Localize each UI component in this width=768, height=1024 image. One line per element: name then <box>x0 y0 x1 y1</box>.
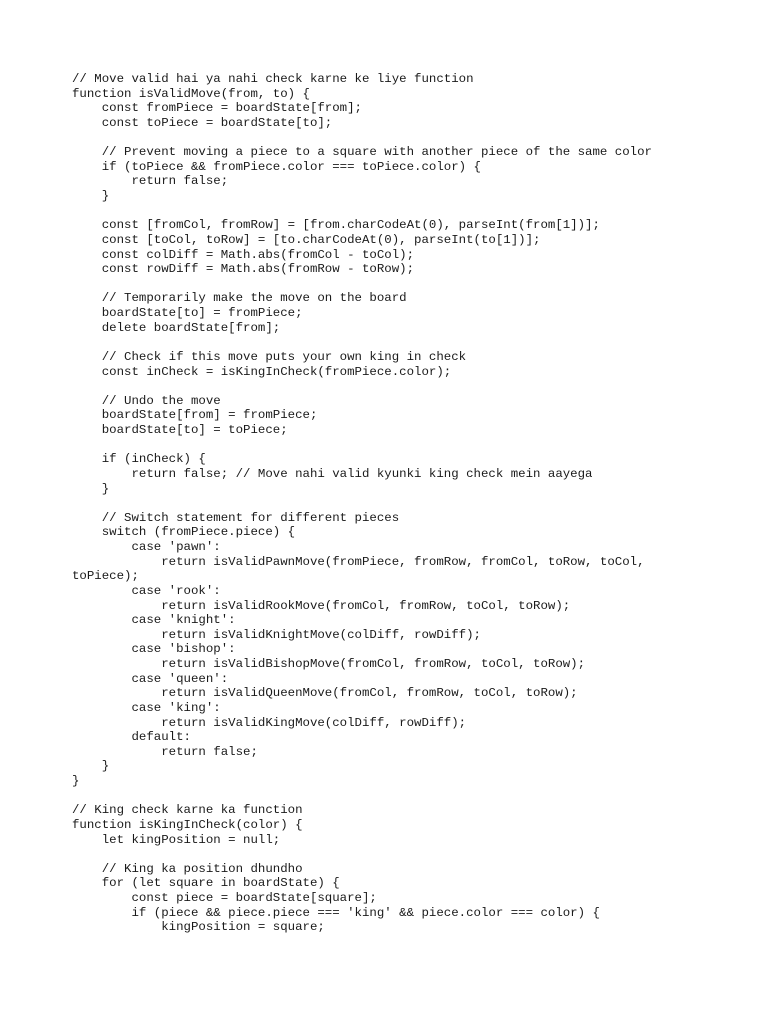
code-line: const rowDiff = Math.abs(fromRow - toRow); <box>72 262 415 277</box>
code-line: if (toPiece && fromPiece.color === toPiece.color) { <box>72 159 481 174</box>
code-line: case 'queen': <box>72 671 229 686</box>
code-line <box>72 204 652 219</box>
code-line: case 'bishop': <box>72 642 236 657</box>
code-line: boardState[to] = fromPiece; <box>72 306 303 320</box>
code-line: return false; <box>72 174 229 189</box>
code-line: } <box>72 774 80 788</box>
code-line: const toPiece = boardState[to]; <box>72 115 333 130</box>
code-line: return isValidKnightMove(colDiff, rowDiff); <box>72 627 481 642</box>
code-line: case 'king': <box>72 700 221 715</box>
code-line: case 'knight': <box>72 613 236 628</box>
code-line: function isValidMove(from, to) { <box>72 86 310 101</box>
code-line <box>72 438 652 453</box>
code-line: kingPosition = square; <box>72 920 325 935</box>
code-line <box>72 496 652 511</box>
code-line: for (let square in boardState) { <box>72 876 340 891</box>
code-line: let kingPosition = null; <box>72 832 281 847</box>
code-line: toPiece); <box>72 569 139 584</box>
code-listing <box>72 72 652 935</box>
code-line: const fromPiece = boardState[from]; <box>72 101 362 116</box>
code-line: // King check karne ka function <box>72 803 303 818</box>
code-line: return isValidPawnMove(fromPiece, fromRow, fromCol, toRow, toCol, <box>72 554 645 569</box>
code-line <box>72 847 652 862</box>
code-line: boardState[to] = toPiece; <box>72 423 288 437</box>
code-line <box>72 335 652 350</box>
code-line: default: <box>72 730 191 745</box>
code-line <box>72 131 652 146</box>
code-line: switch (fromPiece.piece) { <box>72 525 296 540</box>
code-line <box>72 379 652 394</box>
code-line: const [fromCol, fromRow] = [from.charCodeAt(0), parseInt(from[1])]; <box>72 218 600 233</box>
code-line: const colDiff = Math.abs(fromCol - toCol); <box>72 247 415 262</box>
code-line: // Switch statement for different pieces <box>72 510 400 525</box>
code-line: return isValidRookMove(fromCol, fromRow, toCol, toRow); <box>72 598 571 613</box>
code-line: // King ka position dhundho <box>72 861 303 876</box>
code-line: const inCheck = isKingInCheck(fromPiece.color); <box>72 364 452 379</box>
code-line: return false; <box>72 744 258 759</box>
code-line: } <box>72 481 110 496</box>
code-line: } <box>72 759 110 774</box>
code-line: // Temporarily make the move on the board <box>72 291 407 306</box>
code-line: if (inCheck) { <box>72 452 206 467</box>
code-line: return isValidKingMove(colDiff, rowDiff); <box>72 715 467 730</box>
code-line: } <box>72 189 110 203</box>
code-line: return isValidQueenMove(fromCol, fromRow, toCol, toRow); <box>72 686 578 701</box>
code-line: case 'rook': <box>72 583 221 598</box>
code-line: return false; // Move nahi valid kyunki king check mein aayega <box>72 466 593 481</box>
code-line: boardState[from] = fromPiece; <box>72 408 318 423</box>
code-line: // Undo the move <box>72 393 221 408</box>
code-line <box>72 789 652 804</box>
code-line <box>72 277 652 292</box>
code-line: delete boardState[from]; <box>72 320 281 335</box>
code-line: // Move valid hai ya nahi check karne ke liye function <box>72 72 474 86</box>
code-line: // Check if this move puts your own king in check <box>72 349 467 364</box>
code-line: const piece = boardState[square]; <box>72 891 377 905</box>
code-line: function isKingInCheck(color) { <box>72 817 303 832</box>
code-line: case 'pawn': <box>72 540 221 554</box>
code-line: // Prevent moving a piece to a square with another piece of the same color <box>72 145 652 160</box>
code-line: if (piece && piece.piece === 'king' && piece.color === color) { <box>72 905 600 920</box>
code-line: return isValidBishopMove(fromCol, fromRow, toCol, toRow); <box>72 657 586 671</box>
code-line: const [toCol, toRow] = [to.charCodeAt(0), parseInt(to[1])]; <box>72 232 541 247</box>
